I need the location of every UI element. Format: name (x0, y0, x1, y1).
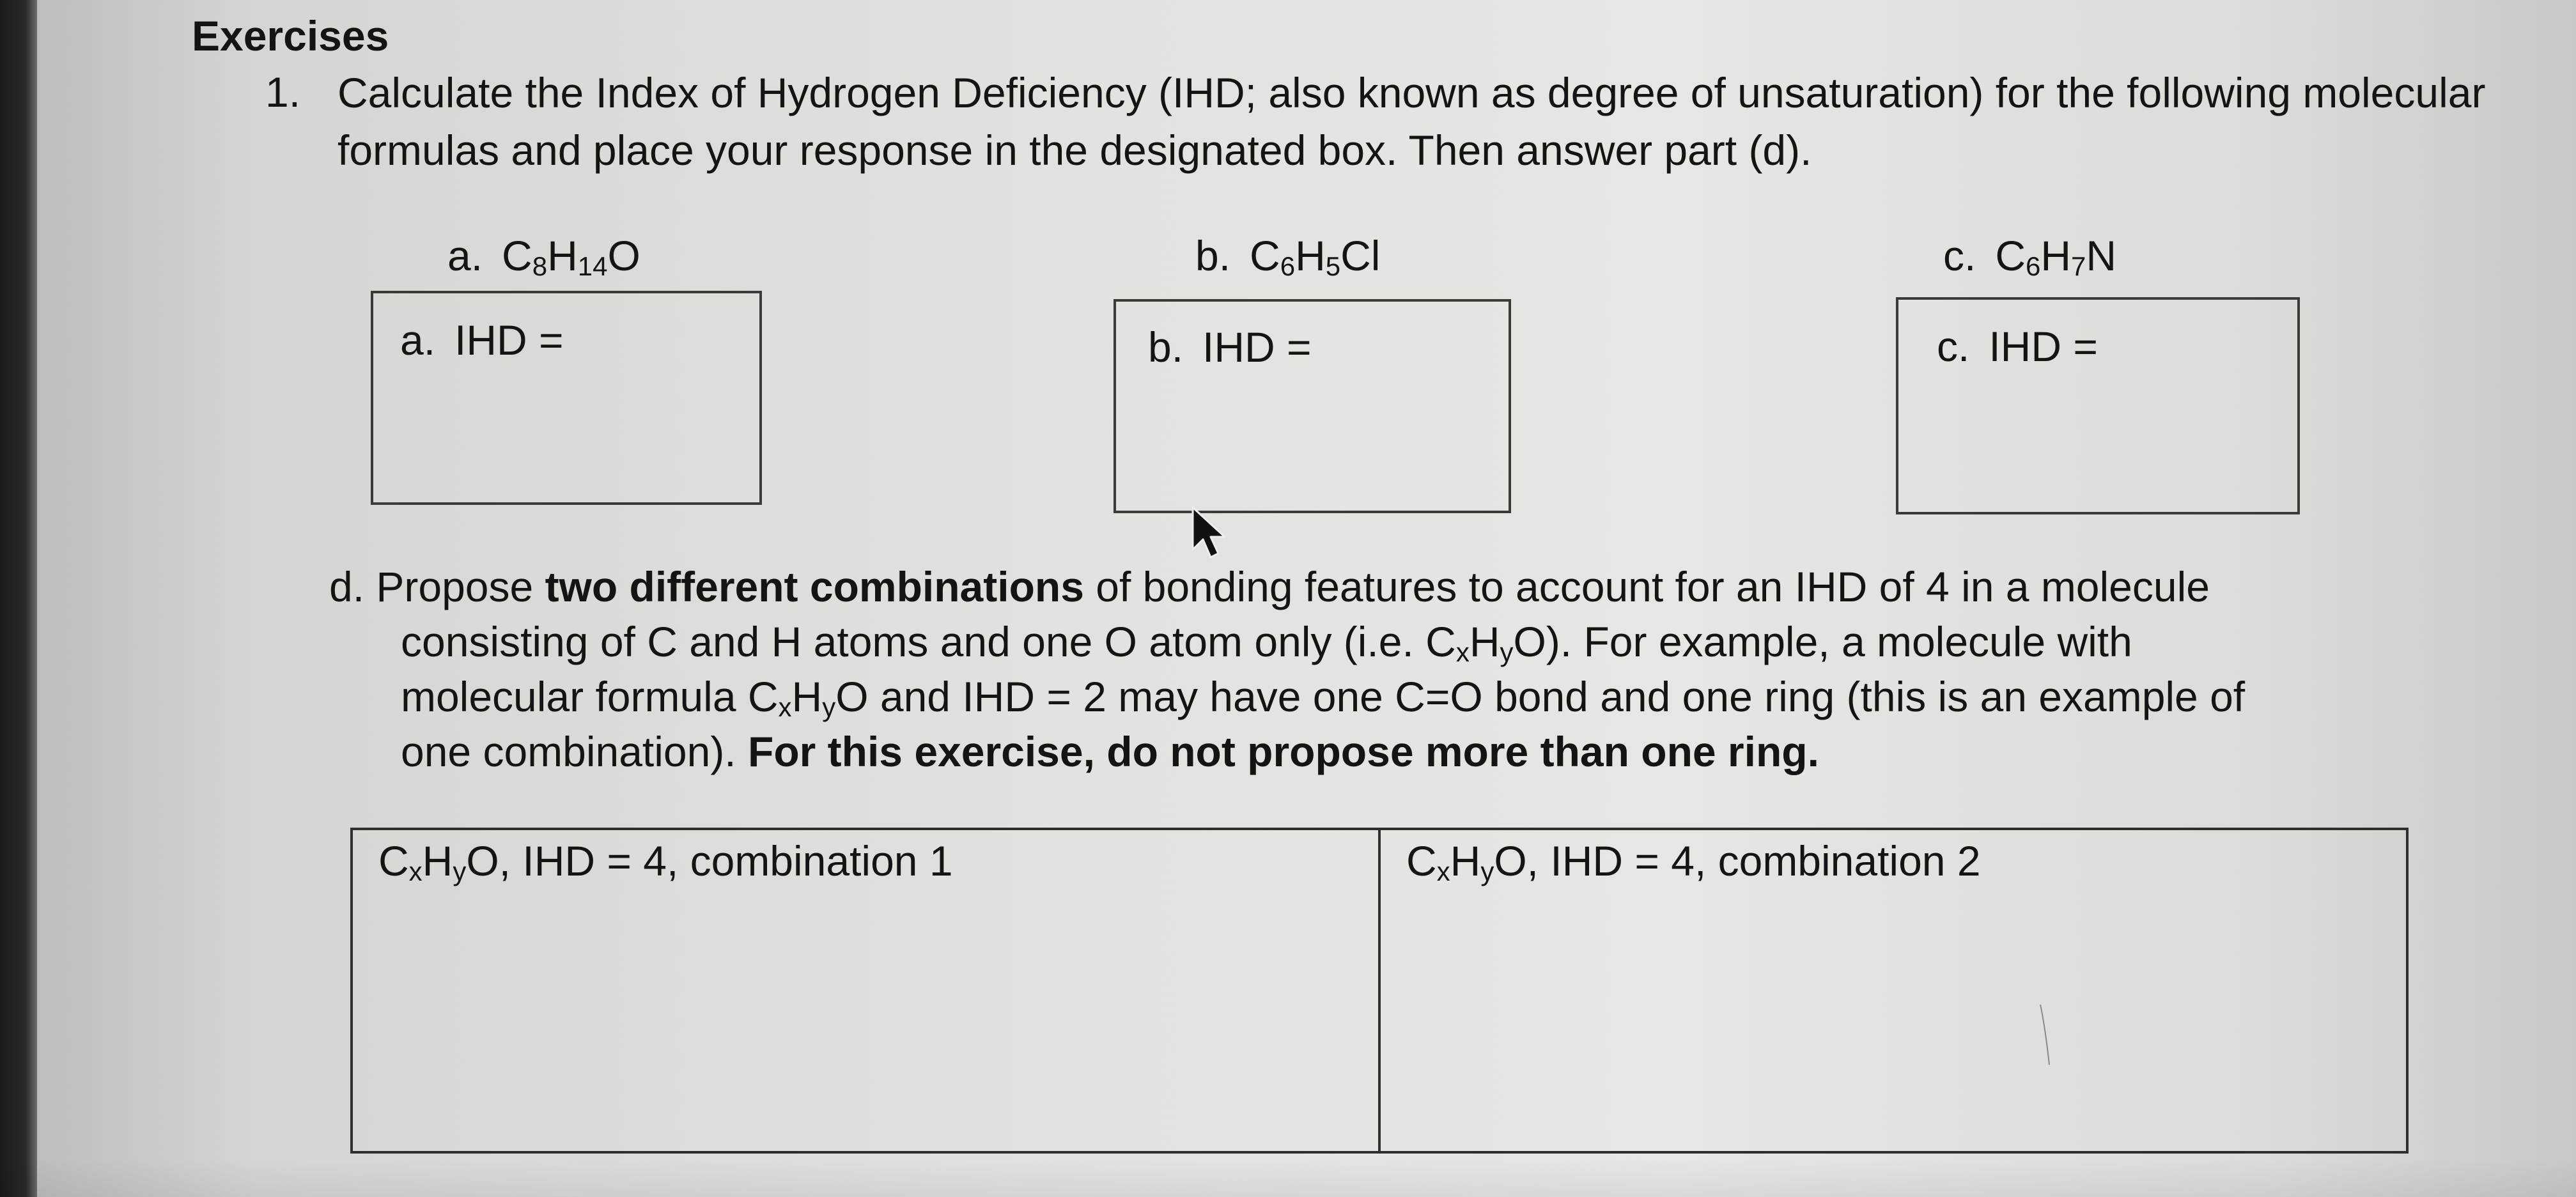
formula-b (1195, 231, 1380, 280)
answer-box-c-text: IHD = (1989, 323, 2098, 370)
part-d-line-2 (329, 614, 2426, 669)
part-d-bold-2: For this exercise, do not propose more than one ring. (748, 728, 1819, 775)
part-d-label: d. (329, 563, 365, 610)
part-d-h-1: H (1469, 618, 1500, 665)
combination-1-sub-y: y (453, 856, 467, 886)
answer-box-a-letter: a. (400, 316, 436, 364)
combination-2-h: H (1450, 837, 1481, 884)
formula-c-sub1: 6 (2026, 251, 2041, 281)
formula-b-el1: C (1250, 232, 1280, 279)
part-d-line-4 (329, 724, 2426, 779)
answer-box-c-letter: c. (1937, 323, 1970, 370)
combination-1-header (378, 837, 953, 885)
combination-2-sub-x: x (1436, 856, 1450, 886)
part-d-o-1: O (1513, 618, 1546, 665)
formula-c-el2: H (2040, 232, 2072, 279)
answer-box-a[interactable] (371, 291, 762, 505)
formula-b-el2: H (1295, 232, 1326, 279)
formula-c-sub2: 7 (2071, 251, 2086, 281)
question-text: Calculate the Index of Hydrogen Deficiency (IHD; also known as degree of unsaturation) for the following molecular formulas and place your response in the designated box. Then answer part (d). (338, 69, 2486, 174)
combination-table (350, 828, 2409, 1154)
mouse-cursor-icon (1190, 506, 1241, 564)
formula-b-sub1: 6 (1280, 251, 1296, 281)
pencil-stroke-mark (2039, 1003, 2052, 1067)
part-d-t3: consisting of C and H atoms and one O atom only (i.e. C (401, 618, 1456, 665)
part-d-sub-x-2: x (778, 692, 792, 722)
formula-a-sub2: 14 (577, 251, 608, 281)
formula-a (447, 231, 640, 280)
formula-c-el3: N (2086, 232, 2117, 279)
exercises-heading: Exercises (192, 12, 389, 59)
combination-2-text: O, IHD = 4, combination 2 (1494, 837, 1981, 884)
formula-a-el3: O (607, 232, 640, 279)
answer-box-b-letter: b. (1148, 323, 1184, 371)
question-number: 1. (265, 68, 301, 116)
part-d-t7: one combination). (401, 728, 748, 775)
formula-c (1943, 231, 2116, 280)
combination-2-sub-y: y (1480, 856, 1494, 886)
formula-c-label: c. (1943, 232, 1976, 279)
combination-2-header (1406, 837, 1981, 885)
part-d-sub-y-2: y (822, 692, 836, 722)
part-d-t2: of bonding features to account for an IHD of 4 in a molecule (1083, 563, 2210, 610)
formula-c-el1: C (1995, 232, 2026, 279)
part-d-line-1 (329, 559, 2426, 614)
combination-2-c: C (1406, 837, 1437, 884)
answer-box-a-text: IHD = (454, 316, 564, 364)
part-d-t4: ). For example, a molecule with (1546, 618, 2132, 665)
part-d-sub-y-1: y (1500, 637, 1514, 667)
combination-2-cell[interactable] (1378, 830, 2406, 1151)
combination-1-text: O, IHD = 4, combination 1 (466, 837, 953, 884)
formula-b-el3: Cl (1340, 232, 1381, 279)
part-d-t1: Propose (376, 563, 545, 610)
part-d-bold-1: two different combinations (545, 563, 1084, 610)
formula-a-label: a. (447, 232, 483, 279)
answer-box-b[interactable] (1113, 299, 1511, 513)
part-d-h-2: H (791, 673, 823, 720)
combination-1-c: C (378, 837, 409, 884)
part-d-line-3 (329, 669, 2426, 724)
answer-box-a-label (400, 316, 564, 364)
formula-a-el2: H (547, 232, 578, 279)
answer-box-b-label (1148, 323, 1312, 371)
part-d-paragraph (329, 559, 2426, 779)
part-d-sub-x-1: x (1455, 637, 1470, 667)
combination-1-h: H (422, 837, 453, 884)
answer-box-c[interactable] (1896, 297, 2300, 514)
part-d-t6: O and IHD = 2 may have one C=O bond and one ring (this is an example of (835, 673, 2246, 720)
formula-a-sub1: 8 (532, 251, 548, 281)
answer-box-b-text: IHD = (1202, 323, 1312, 371)
page-shadow (0, 1159, 2576, 1197)
part-d-t5: molecular formula C (401, 673, 779, 720)
combination-1-cell[interactable] (353, 830, 1378, 1151)
combination-1-sub-x: x (408, 856, 423, 886)
formula-b-sub2: 5 (1325, 251, 1341, 281)
photo-dark-edge (0, 0, 37, 1197)
formula-b-label: b. (1195, 232, 1231, 279)
formula-a-el1: C (502, 232, 532, 279)
answer-box-c-label (1937, 322, 2098, 371)
